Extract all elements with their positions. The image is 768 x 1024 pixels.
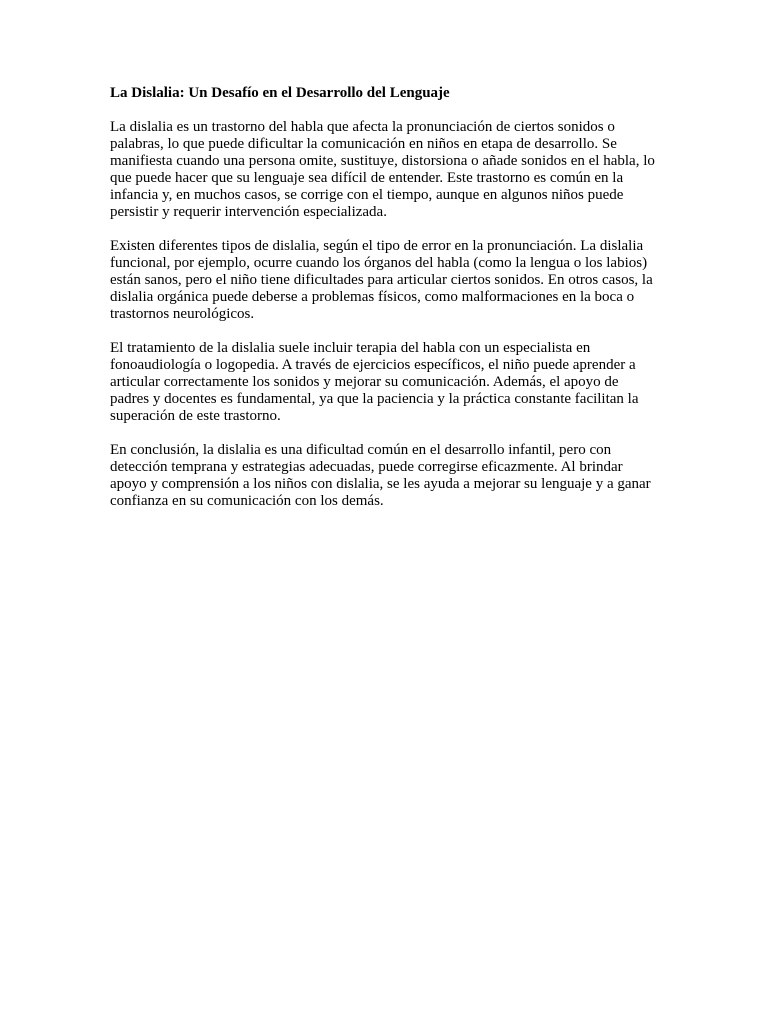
paragraph-4: En conclusión, la dislalia es una dificultad común en el desarrollo infantil, pero con detección temprana y estrategias adecuadas, puede corregirse eficazmente. Al brindar apoyo y comprensión a los niños con dislalia, se les ayuda a mejorar su lenguaje y a ganar confianza en su comunicación con los demás.	[110, 442, 651, 509]
paragraph-2: Existen diferentes tipos de dislalia, según el tipo de error en la pronunciación. La dislalia funcional, por ejemplo, ocurre cuando los órganos del habla (como la lengua o los labios) están sanos, pero el niño tiene dificultades para articular ciertos sonidos. En otros casos, la dislalia orgánica puede deberse a problemas físicos, como malformaciones en la boca o trastornos neurológicos.	[110, 238, 653, 322]
document-body	[110, 85, 658, 527]
document-title: La Dislalia: Un Desafío en el Desarrollo del Lenguaje	[110, 85, 450, 101]
paragraph-3: El tratamiento de la dislalia suele incluir terapia del habla con un especialista en fonoaudiología o logopedia. A través de ejercicios específicos, el niño puede aprender a articular correctamente los sonidos y mejorar su comunicación. Además, el apoyo de padres y docentes es fundamental, ya que la paciencia y la práctica constante facilitan la superación de este trastorno.	[110, 340, 639, 424]
paragraph-1: La dislalia es un trastorno del habla que afecta la pronunciación de ciertos sonidos o palabras, lo que puede dificultar la comunicación en niños en etapa de desarrollo. Se manifiesta cuando una persona omite, sustituye, distorsiona o añade sonidos en el habla, lo que puede hacer que su lenguaje sea difícil de entender. Este trastorno es común en la infancia y, en muchos casos, se corrige con el tiempo, aunque en algunos niños puede persistir y requerir intervención especializada.	[110, 119, 655, 220]
